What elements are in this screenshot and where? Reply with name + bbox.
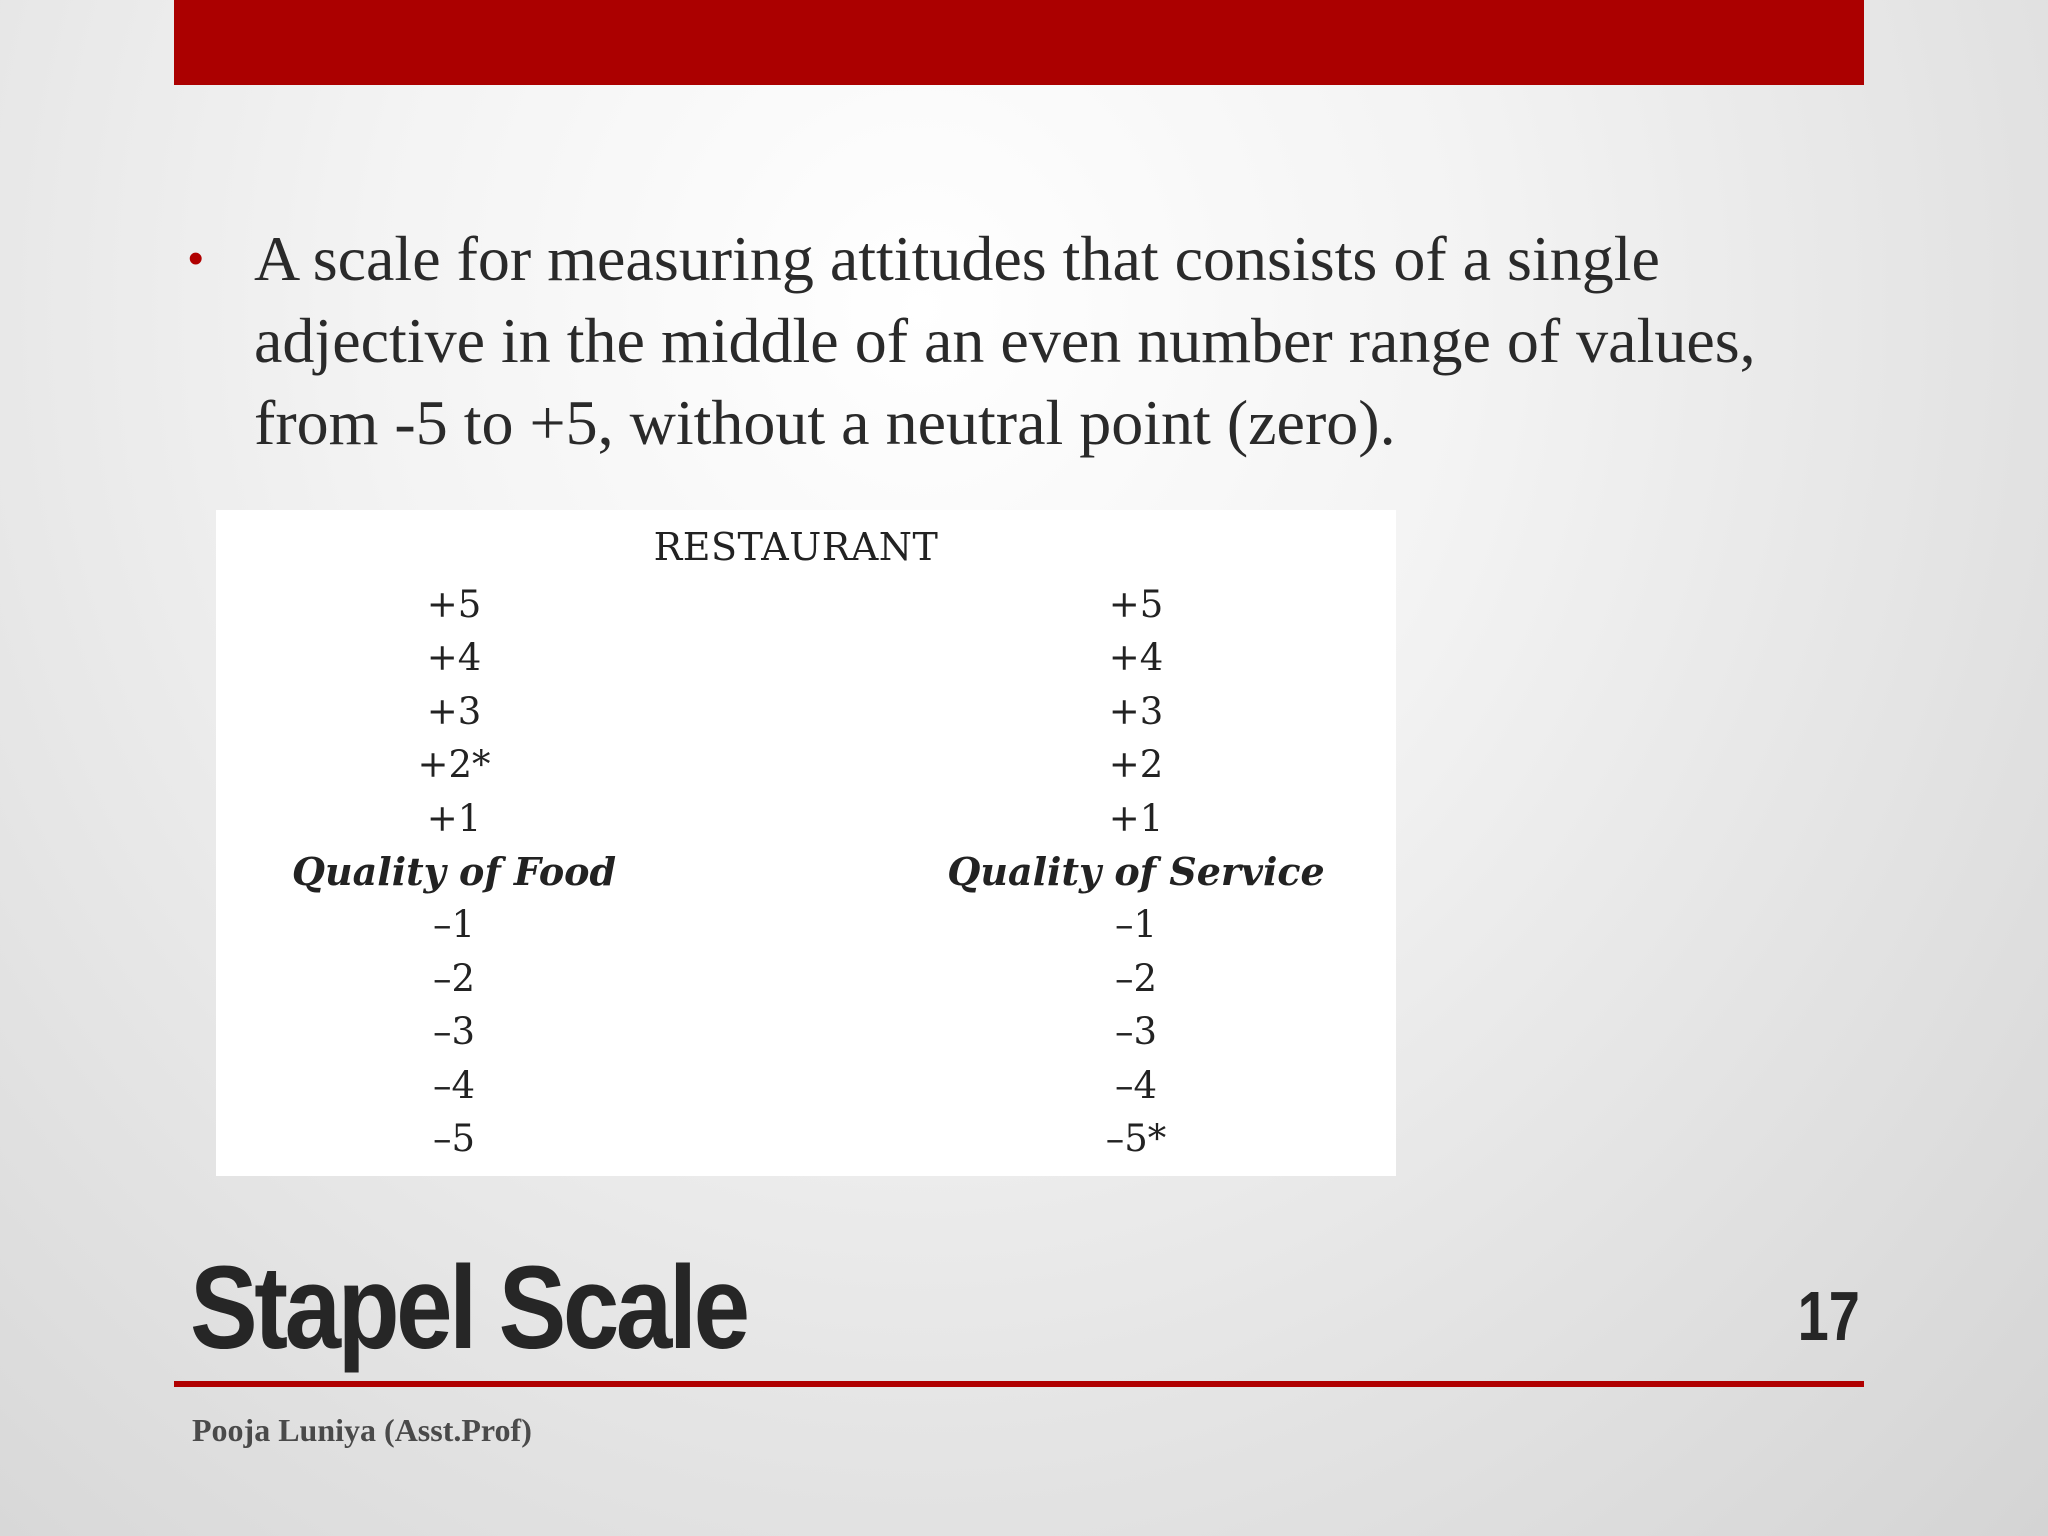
scale-value: –4 <box>1114 1063 1158 1107</box>
scale-value: +4 <box>1108 636 1164 680</box>
scale-value: –2 <box>1114 956 1158 1000</box>
bullet-marker: • <box>188 234 204 283</box>
title-divider <box>174 1381 1864 1387</box>
slide-number: 17 <box>1797 1277 1860 1355</box>
top-accent-bar <box>174 0 1864 85</box>
bullet-point <box>188 218 1868 464</box>
scale-value: +1 <box>1108 796 1164 840</box>
scale-value: +2 <box>1108 743 1164 787</box>
figure-heading: RESTAURANT <box>653 525 939 569</box>
scale-value: +3 <box>426 689 482 733</box>
scale-adjective: Quality of Service <box>947 848 1325 894</box>
stapel-scale-figure <box>216 510 1396 1176</box>
scale-adjective: Quality of Food <box>291 848 617 894</box>
footer-author: Pooja Luniya (Asst.Prof) <box>192 1412 532 1448</box>
scale-value: –1 <box>1114 903 1158 947</box>
scale-value: –3 <box>432 1010 476 1054</box>
scale-value: –3 <box>1114 1010 1158 1054</box>
scale-value: –2 <box>432 956 476 1000</box>
scale-value: +4 <box>426 636 482 680</box>
slide-title: Stapel Scale <box>190 1242 747 1374</box>
scale-value: –5 <box>432 1116 476 1160</box>
scale-value: +1 <box>426 796 482 840</box>
scale-column-service <box>916 578 1356 1165</box>
scale-value: –5* <box>1105 1116 1167 1160</box>
scale-value: –4 <box>432 1063 476 1107</box>
scale-value: +3 <box>1108 689 1164 733</box>
scale-value: –1 <box>432 903 476 947</box>
scale-value: +5 <box>426 583 482 626</box>
bullet-text: A scale for measuring attitudes that consists of a single adjective in the middle of an even number range of values, from -5 to +5, without a neutral point (zero). <box>254 223 1756 458</box>
scale-column-food <box>234 578 674 1165</box>
scale-value: +2* <box>417 743 491 787</box>
scale-value: +5 <box>1108 583 1164 626</box>
